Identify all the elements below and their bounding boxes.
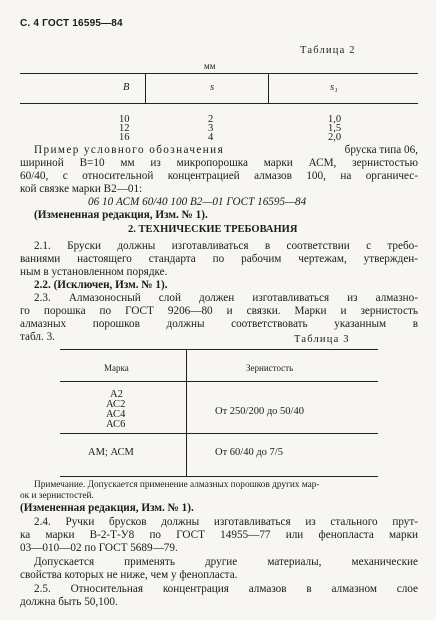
table2-r2-s1: 1,5: [328, 123, 342, 134]
p25-line-1: 2.5. Относительная концентрация алмазов в алмазном слое: [34, 583, 418, 595]
table2-r3-s: 4: [208, 132, 214, 143]
example-line-1: [34, 144, 418, 157]
p23-line-1: 2.3. Алмазоносный слой должен изготавливаться из алмазно-: [34, 292, 418, 304]
table3-column-divider: [186, 349, 187, 476]
example-designation: 06 10 АСМ 60/40 100 В2—01 ГОСТ 16595—84: [88, 196, 307, 208]
table3-row-rule: [60, 433, 378, 434]
example-edit-note: (Измененная редакция, Изм. № 1).: [34, 209, 208, 221]
table3-bottom-rule: [60, 476, 378, 477]
table2-top-rule: [20, 73, 418, 74]
example-lead: Пример условного обозначения: [34, 144, 225, 156]
p24-line-1: 2.4. Ручки брусков должны изготавливаться из стального прут-: [34, 516, 418, 528]
table3-header-rule: [60, 381, 378, 382]
example-line-2: шириной B=10 мм из микропорошка марки АСМ, зернистостью: [20, 157, 418, 169]
table2-r1-b: 10: [119, 114, 130, 125]
table2-caption: Таблица 2: [300, 45, 356, 56]
table3-mark-a2: А2: [110, 389, 123, 400]
table2-r3-s1: 2,0: [328, 132, 342, 143]
table2-header-b: B: [123, 82, 130, 93]
table2-divider-1: [145, 73, 146, 103]
p24-line-2: ка марки В-2-Т-У8 по ГОСТ 14955—77 или фенопласта марки: [20, 529, 418, 541]
table3-mark-ac4: АС4: [106, 409, 126, 420]
page-header: С. 4 ГОСТ 16595—84: [20, 18, 123, 29]
p21-line-2: ваниями настоящего стандарта по рабочим чертежам, утвержден-: [20, 253, 418, 265]
p22: 2.2. (Исключен, Изм. № 1).: [34, 279, 168, 291]
example-line-3: 60/40, с относительной концентрацией алмазов 100, на органичес-: [20, 170, 418, 182]
table2-divider-2: [268, 73, 269, 103]
table2-r2-b: 12: [119, 123, 130, 134]
table2-r1-s1: 1,0: [328, 114, 342, 125]
table3-caption: Таблица 3: [294, 334, 350, 345]
table2-unit: мм: [204, 61, 216, 71]
p23-line-3: алмазных порошков должны соответствовать указанным в: [20, 318, 418, 330]
table2-header-s1: s₁: [330, 82, 338, 93]
table3-grain-2: От 60/40 до 7/5: [215, 447, 283, 458]
table3-grain-1: От 250/200 до 50/40: [215, 406, 304, 417]
table2-header-rule: [20, 103, 418, 104]
p24-line-3: 03—010—02 по ГОСТ 5689—79.: [20, 542, 178, 554]
p23-line-2: го порошка по ГОСТ 9206—80 и связки. Марки и зернистость: [20, 305, 418, 317]
table2-r1-s: 2: [208, 114, 214, 125]
table3-header-grain: Зернистость: [246, 363, 294, 373]
table3-mark-ac2: АС2: [106, 399, 126, 410]
table2-r2-s: 3: [208, 123, 214, 134]
example-tail: бруска типа 06,: [344, 144, 418, 156]
p25-line-2: должна быть 50,100.: [20, 596, 118, 608]
table3-mark-am: АМ; АСМ: [88, 447, 134, 458]
section2-title: 2. ТЕХНИЧЕСКИЕ ТРЕБОВАНИЯ: [128, 224, 298, 235]
table2-r3-b: 16: [119, 132, 130, 143]
p24b-line-1: Допускается применять другие материалы, механические: [34, 556, 418, 568]
note-line-1: Примечание. Допускается применение алмазных порошков других мар-: [34, 480, 320, 490]
note-line-2: ок и зернистостей.: [20, 491, 94, 501]
table3-top-rule: [60, 349, 378, 350]
table3-header-mark: Марка: [104, 363, 129, 373]
table2-header-s: s: [210, 82, 215, 93]
p21-line-3: ным в установленном порядке.: [20, 266, 168, 278]
notes-edit-note: (Измененная редакция, Изм. № 1).: [20, 502, 194, 514]
p23-line-4: табл. 3.: [20, 331, 55, 343]
example-line-4: кой связке марки В2—01:: [20, 183, 143, 195]
table3-mark-ac6: АС6: [106, 419, 126, 430]
p24b-line-2: свойства которых не ниже, чем у фенопласта.: [20, 569, 238, 581]
p21-line-1: 2.1. Бруски должны изготавливаться в соответствии с требо-: [34, 240, 418, 252]
